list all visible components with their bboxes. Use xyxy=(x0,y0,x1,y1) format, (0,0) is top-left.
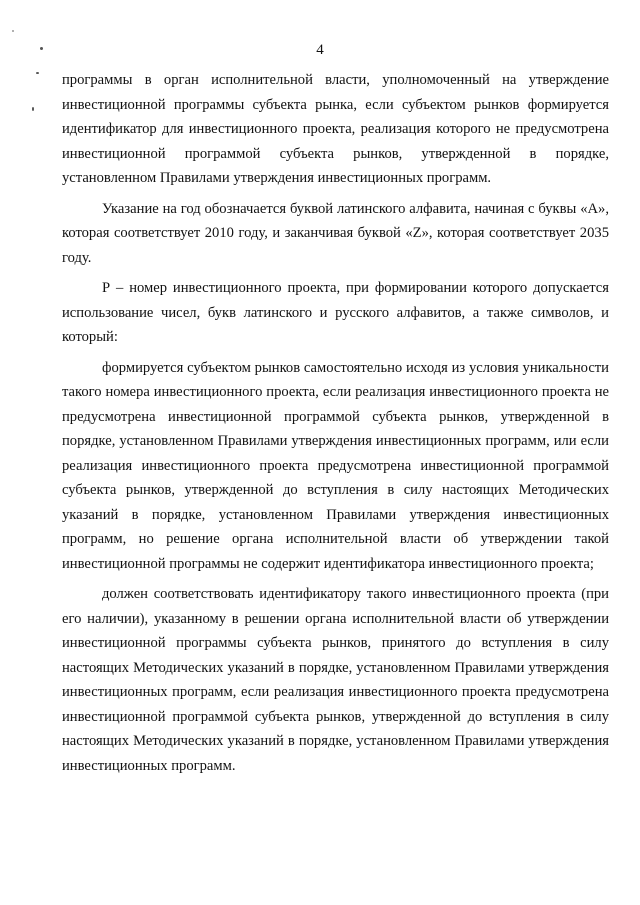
scan-speck xyxy=(12,30,14,32)
scan-speck xyxy=(32,107,34,111)
page-number: 4 xyxy=(316,42,324,58)
scan-speck xyxy=(36,72,39,74)
paragraph-project-number: Р – номер инвестиционного проекта, при формировании которого допускается использование чисел, букв латинского и русского алфавитов, а также символов, и который: xyxy=(62,280,609,345)
paragraph-condition-formed: формируется субъектом рынков самостоятельно исходя из условия уникальности такого номера инвестиционного проекта, если реализация инвестиционного проекта не предусмотрена инвестиционной программой субъекта рынков, утвержденной в порядке, установленном Правилами утверждения инвестиционных программ, или если реализация инвестиционного проекта предусмотрена инвестиционной программой субъекта рынков, утвержденной до вступления в силу настоящих Методических указаний в порядке, установленном Правилами утверждения инвестиционных программ, но решение органа исполнительной власти об утверждении такой инвестиционной программы не содержит идентификатора инвестиционного проекта; xyxy=(62,359,609,572)
paragraph-continuation: программы в орган исполнительной власти, уполномоченный на утверждение инвестиционной программы субъекта рынка, если субъектом рынков формируется идентификатор для инвестиционного проекта, реализация которого не предусмотрена инвестиционной программой субъекта рынков, утвержденной в порядке, установленном Правилами утверждения инвестиционных программ. xyxy=(62,72,609,186)
paragraph-year-designation: Указание на год обозначается буквой латинского алфавита, начиная с буквы «А», которая соответствует 2010 году, и заканчивая буквой «Z», которая соответствует 2035 году. xyxy=(62,200,609,266)
document-body xyxy=(62,68,609,778)
paragraph-condition-match: должен соответствовать идентификатору такого инвестиционного проекта (при его наличии), указанному в решении органа исполнительной власти об утверждении инвестиционной программы субъекта рынков, принятого до вступления в силу настоящих Методических указаний в порядке, установленном Правилами утверждения инвестиционных программ, если реализация инвестиционного проекта предусмотрена инвестиционной программой субъекта рынков, утвержденной до вступления в силу настоящих Методических указаний в порядке, установленном Правилами утверждения инвестиционных программ. xyxy=(62,586,609,774)
